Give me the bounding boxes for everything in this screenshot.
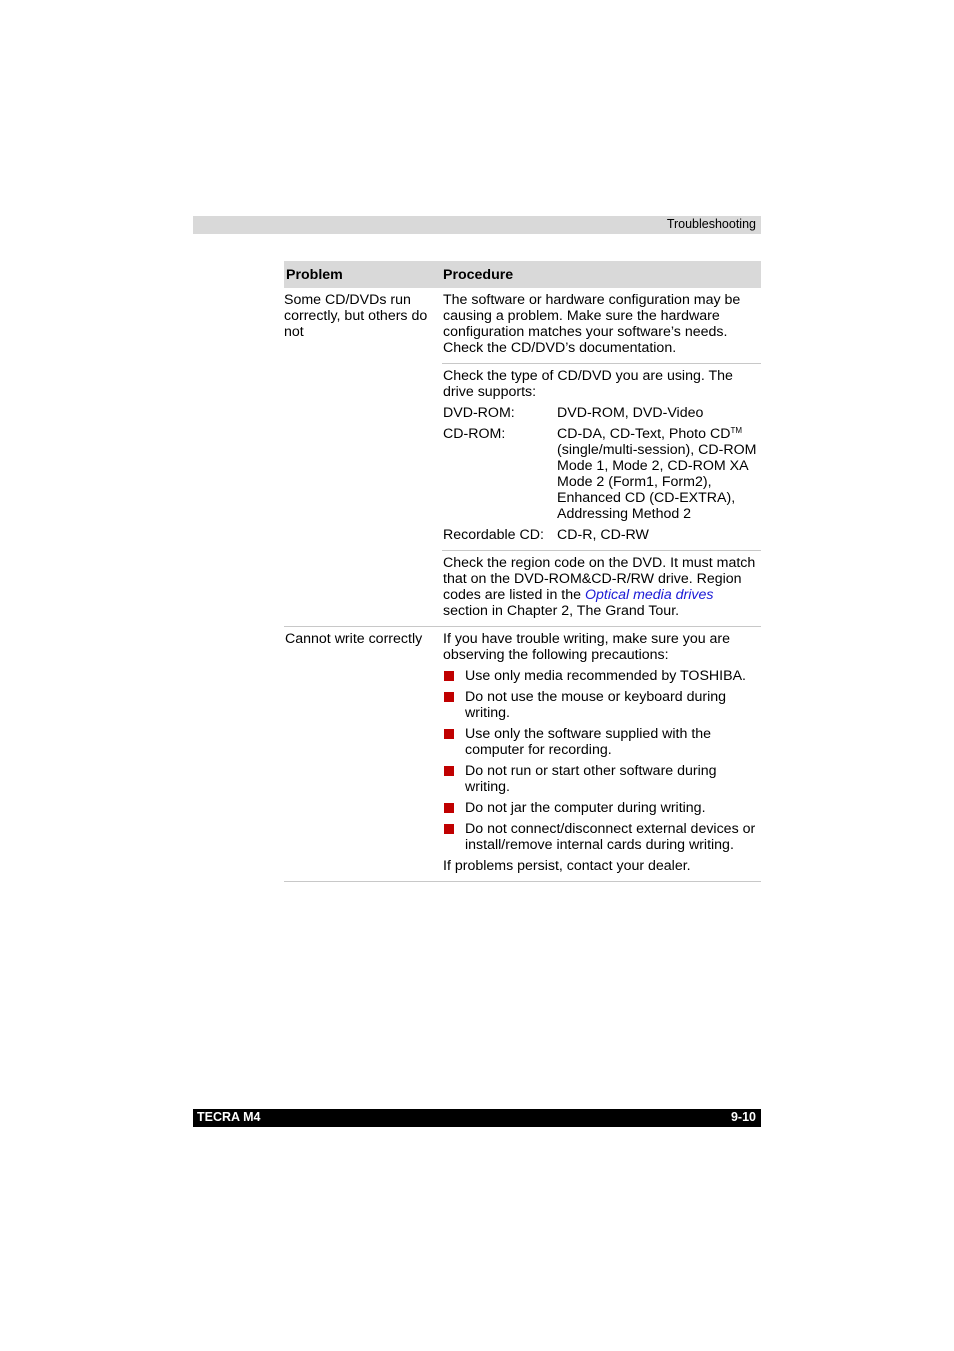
list-item-text: Do not run or start other software during writing. bbox=[465, 763, 717, 795]
problem-cell bbox=[284, 627, 442, 882]
square-bullet-icon bbox=[444, 692, 454, 702]
column-header-procedure: Procedure bbox=[442, 261, 761, 288]
page-number: 9-10 bbox=[730, 1110, 756, 1124]
procedure-text bbox=[443, 555, 761, 619]
drive-formats-part: (single/multi-session), CD-ROM Mode 1, Mode 2, CD-ROM XA Mode 2 (Form1, Form2), Enhanced CD (CD-EXTRA), Addressing Method 2 bbox=[557, 442, 757, 522]
drive-formats: DVD-ROM, DVD-Video bbox=[557, 405, 704, 421]
procedure-text-part: Check the region code on the DVD. It must match that on the DVD-ROM&CD-R/RW drive. Region codes are listed in the bbox=[443, 555, 756, 603]
problem-cell bbox=[284, 288, 442, 627]
drive-formats: CD-R, CD-RW bbox=[557, 527, 649, 543]
square-bullet-icon bbox=[444, 803, 454, 813]
procedure-block bbox=[442, 550, 761, 626]
drive-formats bbox=[557, 426, 761, 522]
procedure-block bbox=[442, 627, 761, 881]
square-bullet-icon bbox=[444, 729, 454, 739]
drive-support-row bbox=[443, 527, 761, 543]
table-row bbox=[284, 288, 761, 627]
procedure-text-part: section in Chapter 2, The Grand Tour. bbox=[443, 603, 680, 619]
procedure-block bbox=[442, 288, 761, 363]
square-bullet-icon bbox=[444, 671, 454, 681]
square-bullet-icon bbox=[444, 766, 454, 776]
list-item-text: Use only the software supplied with the computer for recording. bbox=[465, 726, 712, 758]
list-item bbox=[443, 763, 761, 795]
closing-text: If problems persist, contact your dealer. bbox=[443, 858, 691, 874]
square-bullet-icon bbox=[444, 824, 454, 834]
table-row bbox=[284, 627, 761, 882]
list-item-text: Do not jar the computer during writing. bbox=[465, 800, 706, 816]
troubleshooting-table bbox=[284, 261, 761, 882]
list-item bbox=[443, 800, 761, 816]
optical-media-drives-link[interactable]: Optical media drives bbox=[584, 587, 714, 603]
list-item bbox=[443, 668, 761, 684]
list-item-text: Do not use the mouse or keyboard during writing. bbox=[465, 689, 727, 721]
drive-label: Recordable CD: bbox=[443, 527, 544, 543]
list-item bbox=[443, 821, 761, 853]
column-header-problem: Problem bbox=[284, 261, 442, 288]
list-item bbox=[443, 689, 761, 721]
drive-label: CD-ROM: bbox=[443, 426, 506, 442]
list-item bbox=[443, 726, 761, 758]
drive-support-row bbox=[443, 405, 761, 421]
model-name: TECRA M4 bbox=[197, 1110, 261, 1124]
procedure-text: Check the type of CD/DVD you are using. The drive supports: bbox=[443, 368, 733, 400]
table-header-row bbox=[284, 261, 761, 288]
page-footer-bar bbox=[193, 1109, 761, 1127]
precautions-list bbox=[443, 668, 761, 853]
procedure-cell bbox=[442, 627, 761, 882]
procedure-block bbox=[442, 363, 761, 550]
drive-formats-part: CD-DA, CD-Text, Photo CD bbox=[557, 426, 731, 442]
list-item-text: Use only media recommended by TOSHIBA. bbox=[465, 668, 746, 684]
procedure-text: The software or hardware configuration may be causing a problem. Make sure the hardware configuration matches your software’s needs. Check the CD/DVD’s documentation. bbox=[443, 292, 741, 356]
page-header-bar bbox=[193, 216, 761, 234]
drive-label: DVD-ROM: bbox=[443, 405, 515, 421]
list-item-text: Do not connect/disconnect external devices or install/remove internal cards during writing. bbox=[465, 821, 756, 853]
trademark-mark: TM bbox=[730, 426, 742, 435]
problem-text: Cannot write correctly bbox=[285, 631, 423, 647]
procedure-text: If you have trouble writing, make sure you are observing the following precautions: bbox=[443, 631, 731, 663]
section-title: Troubleshooting bbox=[666, 217, 756, 231]
procedure-cell bbox=[442, 288, 761, 627]
problem-text: Some CD/DVDs run correctly, but others do not bbox=[284, 292, 428, 340]
drive-support-row bbox=[443, 426, 761, 522]
